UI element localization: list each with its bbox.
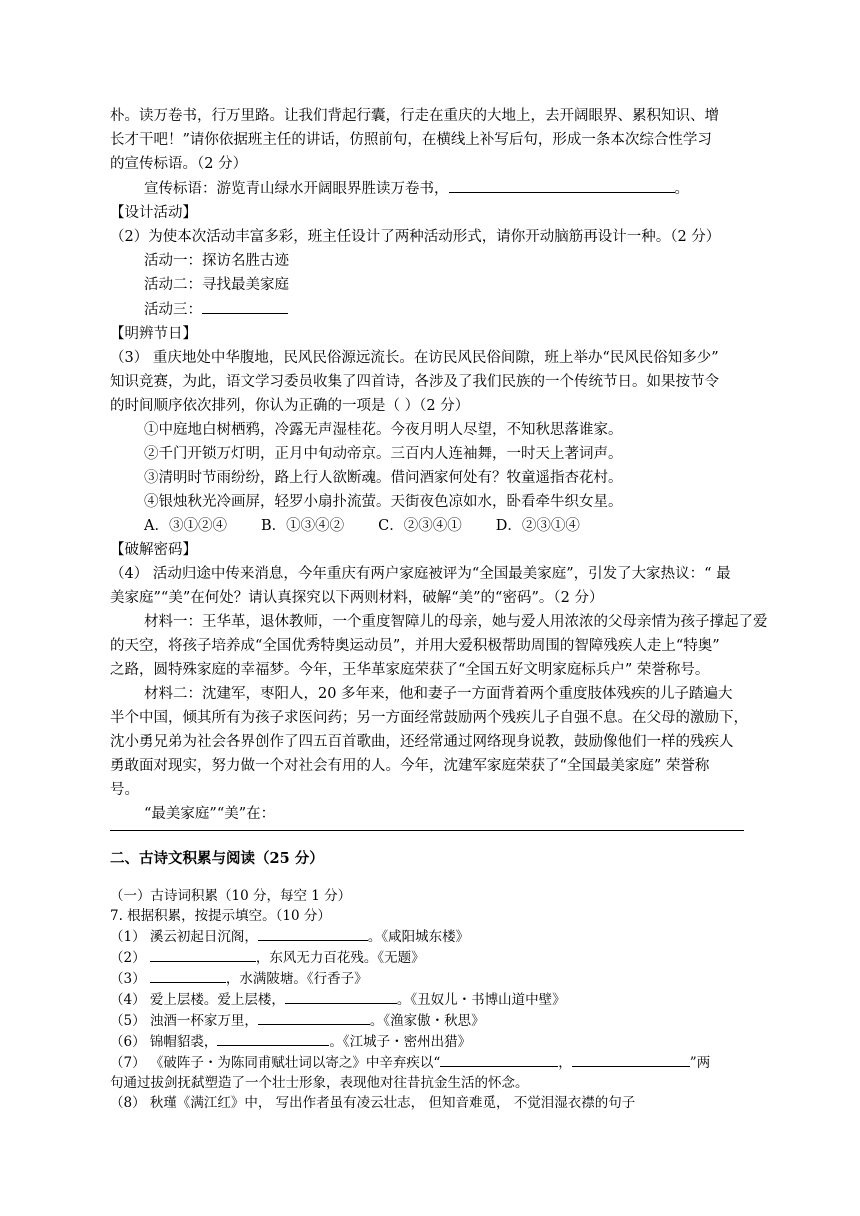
- fill-item-4: [110, 989, 755, 1010]
- material2-line-1: 材料二：沈建军，枣阳人，20 多年来，他和妻子一方面背着两个重度肢体残疾的儿子踏遍大: [144, 686, 733, 702]
- material2-line-2: 半个中国，倾其所有为孩子求医问药；另一方面经常鼓励两个残疾儿子自强不息。在父母的激励下，: [110, 710, 748, 726]
- option-a[interactable]: A．③①②④: [144, 518, 227, 534]
- festival-line-1: （3） 重庆地处中华腹地，民风民俗源远流长。在访民风民俗间隙，班上举办“民风民俗知多少”: [110, 350, 719, 366]
- item-number: （5）: [110, 1013, 146, 1029]
- poem-1: ①中庭地白树栖鸦，冷露无声湿桂花。今夜月明人尽望，不知秋思落谁家。: [144, 422, 623, 438]
- fill-blank[interactable]: [285, 989, 397, 1004]
- material2-line-3: 沈小勇兄弟为社会各界创作了四五百首歌曲，还经常通过网络现身说教，鼓励像他们一样的残疾人: [110, 734, 734, 750]
- option-c[interactable]: C．②③④①: [378, 518, 462, 534]
- item-post: ，东风无力百花残。《无题》: [255, 950, 425, 966]
- material1-line-2: 的天空，将孩子培养成“全国优秀特奥运动员”，并用大爱积极帮助周围的智障残疾人走上“特奥”: [110, 638, 720, 654]
- activity-3: [110, 297, 755, 322]
- item-post: 。《江城子・密州出猎》: [329, 1034, 472, 1050]
- slogan-suffix: 。: [674, 181, 689, 197]
- item-number: （6）: [110, 1034, 146, 1050]
- fill-blank[interactable]: [258, 1010, 370, 1025]
- poem-3: ③清明时节雨纷纷，路上行人欲断魂。借问酒家何处有？牧童遥指杏花村。: [144, 470, 623, 486]
- fill-item-5: [110, 1010, 755, 1031]
- q1-line-1: 朴。读万卷书，行万里路。让我们背起行囊，行走在重庆的大地上，去开阔眼界、累积知识、增: [110, 108, 719, 124]
- festival-heading: 【明辨节日】: [110, 326, 197, 342]
- item-pre: 锦帽貂裘，: [149, 1034, 218, 1050]
- fill-blank[interactable]: [440, 1052, 558, 1067]
- item-pre: 浊酒一杯家万里，: [149, 1013, 258, 1029]
- festival-line-2: 知识竞赛，为此，语文学习委员收集了四首诗，各涉及了我们民族的一个传统节日。如果按节令: [110, 374, 719, 390]
- option-d[interactable]: D．②③①④: [495, 518, 580, 534]
- exam-page: [110, 104, 768, 1113]
- material1-line-3: 之路，圆特殊家庭的幸福梦。今年，王华革家庭荣获了“全国五好文明家庭标兵户” 荣誉称号。: [110, 662, 710, 678]
- slogan-answer-blank[interactable]: [449, 176, 675, 193]
- q1-line-3: 的宣传标语。（2 分）: [110, 156, 248, 172]
- design-heading: 【设计活动】: [110, 205, 197, 221]
- festival-options: [110, 514, 755, 538]
- item7-pre: （7） 《破阵子・为陈同甫赋壮词以寄之》中辛弃疾以“: [110, 1055, 441, 1071]
- fill-item-2: [110, 947, 755, 968]
- answer-prompt: “最美家庭”“美”在：: [144, 806, 276, 822]
- activity-1: 活动一：探访名胜古迹: [144, 253, 289, 269]
- item-post: 。《丑奴儿・书博山道中壁》: [396, 992, 566, 1008]
- fill-item-3: [110, 968, 755, 989]
- slogan-prefix: 宣传标语：游览青山绿水开阔眼界胜读万卷书，: [144, 181, 449, 197]
- code-line-1: （4） 活动归途中传来消息，今年重庆有两户家庭被评为“全国最美家庭”，引发了大家热议：“ 最: [110, 566, 731, 582]
- fill-blank[interactable]: [150, 947, 256, 962]
- festival-line-3: 的时间顺序依次排列，你认为正确的一项是（ ）（2 分）: [110, 398, 470, 414]
- answer-line[interactable]: [110, 830, 744, 831]
- item-number: （1）: [110, 929, 146, 945]
- fill-blank[interactable]: [572, 1052, 690, 1067]
- fill-item-1: [110, 926, 755, 947]
- item-pre: 溪云初起日沉阁，: [149, 929, 258, 945]
- item-post: 。《咸阳城东楼》: [367, 929, 470, 945]
- material1-line-1: 材料一：王华革，退休教师，一个重度智障儿的母亲，她与爱人用浓浓的父母亲情为孩子撑起了爱: [144, 614, 768, 630]
- fill-item-7-line-1: [110, 1052, 755, 1073]
- design-prompt: （2）为使本次活动丰富多彩，班主任设计了两种活动形式，请你开动脑筋再设计一种。（2 分）: [110, 229, 721, 245]
- q1-line-2: 长才干吧！”请你依据班主任的讲话，仿照前句，在横线上补写后句，形成一条本次综合性学习: [110, 132, 712, 148]
- activity-3-blank[interactable]: [202, 297, 288, 314]
- item-number: （3）: [110, 971, 146, 987]
- q7-title: 7. 根据积累，按提示填空。（10 分）: [110, 908, 331, 924]
- code-heading: 【破解密码】: [110, 542, 197, 558]
- item7-post: ”两: [689, 1055, 711, 1071]
- fill-item-7-line-2: 句通过拔剑抚弑塑造了一个壮士形象，表现他对往昔抗金生活的怀念。: [110, 1075, 529, 1091]
- code-line-2: 美家庭”“美”在何处？请认真探究以下两则材料，破解“美”的“密码”。（2 分）: [110, 590, 604, 606]
- section-2-title: 二、古诗文积累与阅读（25 分）: [110, 849, 324, 867]
- fill-blank[interactable]: [150, 968, 226, 983]
- option-b[interactable]: B．①③④②: [260, 518, 345, 534]
- activity-2: 活动二：寻找最美家庭: [144, 277, 289, 293]
- material2-line-5: 号。: [110, 782, 139, 798]
- item-number: （4）: [110, 992, 146, 1008]
- slogan-line: [110, 176, 755, 201]
- item-pre: 爱上层楼。爱上层楼，: [149, 992, 285, 1008]
- material2-line-4: 勇敢面对现实，努力做一个对社会有用的人。今年，沈建军家庭荣获了“全国最美家庭” 荣誉称: [110, 758, 710, 774]
- poem-4: ④银烛秋光冷画屏，轻罗小扇扑流萤。天街夜色凉如水，卧看牵牛织女星。: [144, 494, 623, 510]
- section-2-sub: （一）古诗词积累（10 分，每空 1 分）: [110, 888, 352, 904]
- poem-2: ②千门开锁万灯明，正月中旬动帝京。三百内人连袖舞，一时天上著词声。: [144, 446, 623, 462]
- fill-blank[interactable]: [217, 1031, 329, 1046]
- item-post: ，水满陂塘。《行香子》: [225, 971, 368, 987]
- fill-blank[interactable]: [258, 926, 368, 941]
- activity-3-label: 活动三：: [144, 302, 202, 318]
- item-post: 。《渔家傲・秋思》: [369, 1013, 485, 1029]
- item-number: （2）: [110, 950, 146, 966]
- item7-mid: ，: [558, 1055, 572, 1071]
- fill-item-8: （8） 秋瑾《满江红》中， 写出作者虽有凌云壮志， 但知音难觅， 不觉泪湿衣襟的句子: [110, 1095, 636, 1111]
- fill-item-6: [110, 1031, 755, 1052]
